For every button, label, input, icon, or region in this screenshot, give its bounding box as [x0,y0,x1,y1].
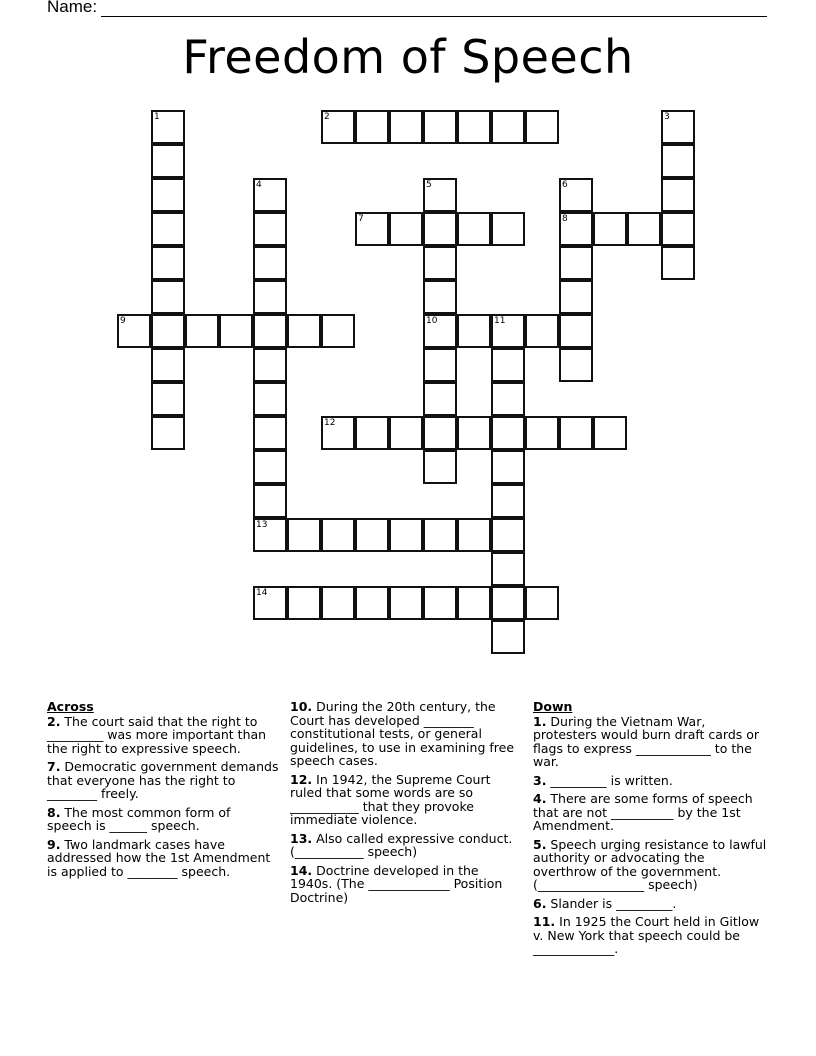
clue-across-13: 13. Also called expressive conduct. (___________ speech) [290,830,513,859]
crossword-cell[interactable] [559,246,593,280]
crossword-cell[interactable] [389,110,423,144]
clue-across-2: 2. The court said that the right to _________ was more important than the right to expressive speech. [47,713,267,756]
clue-number: 10 [426,316,438,326]
page-title: Freedom of Speech [182,30,634,84]
crossword-cell[interactable] [253,212,287,246]
clue-number: 11 [494,316,506,326]
crossword-cell[interactable] [559,348,593,382]
crossword-cell[interactable] [355,586,389,620]
clue-across-10: 10. During the 20th century, the Court has developed ________ constitutional tests, or general guidelines, to use in examining free speech cases. [290,699,515,768]
clue-down-1: 1. During the Vietnam War, protesters would burn draft cards or flags to express ____________ to the war. [533,713,760,769]
crossword-cell[interactable] [491,348,525,382]
crossword-cell[interactable] [389,416,423,450]
name-label: Name: [47,0,98,16]
crossword-cell[interactable] [151,178,185,212]
crossword-cell[interactable] [321,416,355,450]
crossword-cell[interactable] [491,484,525,518]
clue-number: 14 [256,588,268,598]
crossword-cell[interactable] [321,518,355,552]
crossword-cell[interactable] [151,280,185,314]
clue-number: 2 [324,112,330,122]
crossword-cell[interactable] [491,110,525,144]
crossword-cell[interactable] [559,280,593,314]
crossword-cell[interactable] [253,280,287,314]
crossword-cell[interactable] [423,416,457,450]
crossword-cell[interactable] [151,110,185,144]
crossword-cell[interactable] [117,314,151,348]
across-clues-column-2 [290,700,522,909]
crossword-cell[interactable] [661,246,695,280]
crossword-cell[interactable] [287,314,321,348]
crossword-cell[interactable] [423,246,457,280]
crossword-cell[interactable] [253,246,287,280]
crossword-cell[interactable] [219,314,253,348]
crossword-cell[interactable] [355,110,389,144]
crossword-cell[interactable] [253,382,287,416]
crossword-cell[interactable] [491,314,525,348]
crossword-cell[interactable] [389,518,423,552]
across-clues-column-1 [47,700,279,883]
crossword-cell[interactable] [423,314,457,348]
crossword-cell[interactable] [253,416,287,450]
crossword-cell[interactable] [321,110,355,144]
crossword-cell[interactable] [151,212,185,246]
crossword-cell[interactable] [525,416,559,450]
crossword-cell[interactable] [253,348,287,382]
crossword-cell[interactable] [423,382,457,416]
clue-number: 9 [120,316,126,326]
crossword-cell[interactable] [151,144,185,178]
crossword-cell[interactable] [253,586,287,620]
crossword-cell[interactable] [389,586,423,620]
crossword-cell[interactable] [321,314,355,348]
crossword-cell[interactable] [423,518,457,552]
crossword-cell[interactable] [423,586,457,620]
clue-down-6: 6. Slander is _________. [533,895,677,911]
crossword-cell[interactable] [423,110,457,144]
crossword-cell[interactable] [151,314,185,348]
across-heading: Across [47,699,94,714]
crossword-cell[interactable] [491,586,525,620]
crossword-cell[interactable] [593,212,627,246]
crossword-cell[interactable] [253,314,287,348]
crossword-cell[interactable] [423,348,457,382]
crossword-cell[interactable] [559,178,593,212]
crossword-cell[interactable] [593,416,627,450]
crossword-cell[interactable] [661,144,695,178]
crossword-cell[interactable] [457,110,491,144]
clue-number: 13 [256,520,268,530]
crossword-cell[interactable] [491,518,525,552]
clue-across-12: 12. In 1942, the Supreme Court ruled that some words are so ___________ that they provoke immediate violence. [290,771,491,827]
crossword-cell[interactable] [253,518,287,552]
crossword-cell[interactable] [423,450,457,484]
clue-number: 8 [562,214,568,224]
crossword-cell[interactable] [491,450,525,484]
crossword-cell[interactable] [423,212,457,246]
clue-down-3: 3. _________ is written. [533,772,673,788]
crossword-cell[interactable] [491,416,525,450]
crossword-cell[interactable] [525,314,559,348]
crossword-cell[interactable] [287,518,321,552]
crossword-cell[interactable] [355,518,389,552]
crossword-cell[interactable] [355,416,389,450]
crossword-cell[interactable] [627,212,661,246]
crossword-cell[interactable] [559,314,593,348]
crossword-cell[interactable] [559,212,593,246]
crossword-cell[interactable] [253,450,287,484]
clue-across-7: 7. Democratic government demands that everyone has the right to ________ freely. [47,759,279,801]
crossword-cell[interactable] [457,314,491,348]
crossword-cell[interactable] [457,212,491,246]
crossword-cell[interactable] [151,416,185,450]
crossword-cell[interactable] [457,518,491,552]
clue-number: 1 [154,112,160,122]
down-heading: Down [533,699,573,714]
clue-number: 5 [426,180,432,190]
clue-number: 7 [358,214,364,224]
clue-down-11: 11. In 1925 the Court held in Gitlow v. New York that speech could be _____________. [533,914,760,956]
clue-across-14: 14. Doctrine developed in the 1940s. (The _____________ Position Doctrine) [290,862,503,905]
clue-across-9: 9. Two landmark cases have addressed how the 1st Amendment is applied to ________ speech. [47,836,271,879]
crossword-cell[interactable] [151,246,185,280]
clue-number: 4 [256,180,262,190]
crossword-cell[interactable] [491,382,525,416]
crossword-cell[interactable] [423,280,457,314]
crossword-cell[interactable] [151,382,185,416]
clue-down-5: 5. Speech urging resistance to lawful authority or advocating the overthrow of the government. (_________________ speech) [533,836,767,892]
crossword-cell[interactable] [661,110,695,144]
crossword-cell[interactable] [491,212,525,246]
crossword-cell[interactable] [355,212,389,246]
clue-number: 12 [324,418,336,428]
crossword-cell[interactable] [151,348,185,382]
clue-number: 3 [664,112,670,122]
clue-number: 6 [562,180,568,190]
crossword-cell[interactable] [185,314,219,348]
crossword-cell[interactable] [525,586,559,620]
crossword-cell[interactable] [457,416,491,450]
crossword-cell[interactable] [661,178,695,212]
crossword-cell[interactable] [321,586,355,620]
crossword-cell[interactable] [253,178,287,212]
crossword-cell[interactable] [491,620,525,654]
crossword-cell[interactable] [253,484,287,518]
down-clues-column [533,700,769,961]
crossword-cell[interactable] [661,212,695,246]
crossword-cell[interactable] [559,416,593,450]
crossword-cell[interactable] [457,586,491,620]
clue-down-4: 4. There are some forms of speech that are not __________ by the 1st Amendment. [533,791,753,833]
crossword-cell[interactable] [389,212,423,246]
crossword-cell[interactable] [287,586,321,620]
crossword-cell[interactable] [423,178,457,212]
clue-across-8: 8. The most common form of speech is ______ speech. [47,804,231,833]
crossword-cell[interactable] [491,552,525,586]
crossword-cell[interactable] [525,110,559,144]
